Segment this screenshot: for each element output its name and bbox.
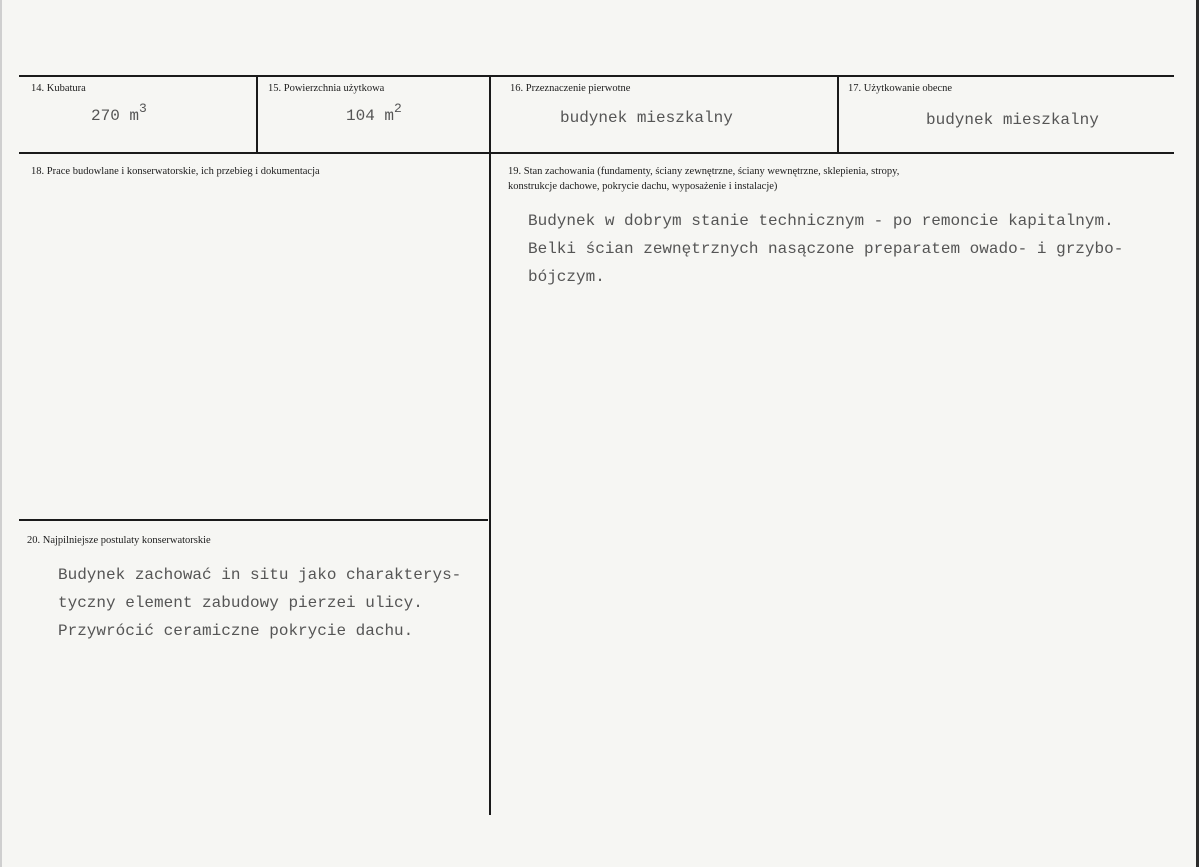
row1-bottom-rule [19, 152, 1174, 154]
postulaty-line-3: Przywrócić ceramiczne pokrycie dachu. [58, 622, 414, 640]
stan-label-line2: konstrukcje dachowe, pokrycie dachu, wyposażenie i instalacje) [508, 181, 778, 192]
powierzchnia-number: 104 m [346, 107, 395, 125]
stan-line-3: bójczym. [528, 268, 605, 286]
prace-label: 18. Prace budowlane i konserwatorskie, ich przebieg i dokumentacja [31, 166, 320, 177]
postulaty-line-2: tyczny element zabudowy pierzei ulicy. [58, 594, 423, 612]
top-rule [19, 75, 1174, 77]
powierzchnia-label: 15. Powierzchnia użytkowa [268, 83, 385, 94]
kubatura-number: 270 m [91, 107, 140, 125]
kubatura-label: 14. Kubatura [31, 83, 86, 94]
section18-bottom-rule [19, 519, 488, 521]
col-divider-3 [837, 75, 839, 154]
stan-label-line1: 19. Stan zachowania (fundamenty, ściany zewnętrzne, ściany wewnętrzne, sklepienia, stropy, [508, 166, 900, 177]
stan-line-2: Belki ścian zewnętrznych nasączone preparatem owado- i grzybo- [528, 240, 1124, 258]
przeznaczenie-value: budynek mieszkalny [560, 109, 733, 127]
uzytkowanie-value: budynek mieszkalny [926, 111, 1099, 129]
stan-line-1: Budynek w dobrym stanie technicznym - po remoncie kapitalnym. [528, 212, 1114, 230]
kubatura-exponent: 3 [139, 101, 147, 116]
powierzchnia-exponent: 2 [394, 101, 402, 116]
kubatura-value [91, 101, 147, 125]
col-divider-2 [489, 75, 491, 815]
przeznaczenie-label: 16. Przeznaczenie pierwotne [510, 83, 631, 94]
card-left-edge [0, 0, 2, 867]
postulaty-label: 20. Najpilniejsze postulaty konserwatorskie [27, 535, 211, 546]
stan-text [528, 207, 1123, 291]
uzytkowanie-label: 17. Użytkowanie obecne [848, 83, 953, 94]
postulaty-line-1: Budynek zachować in situ jako charakterys- [58, 566, 462, 584]
postulaty-text [58, 561, 461, 645]
powierzchnia-value [346, 101, 402, 125]
col-divider-1 [256, 75, 258, 154]
